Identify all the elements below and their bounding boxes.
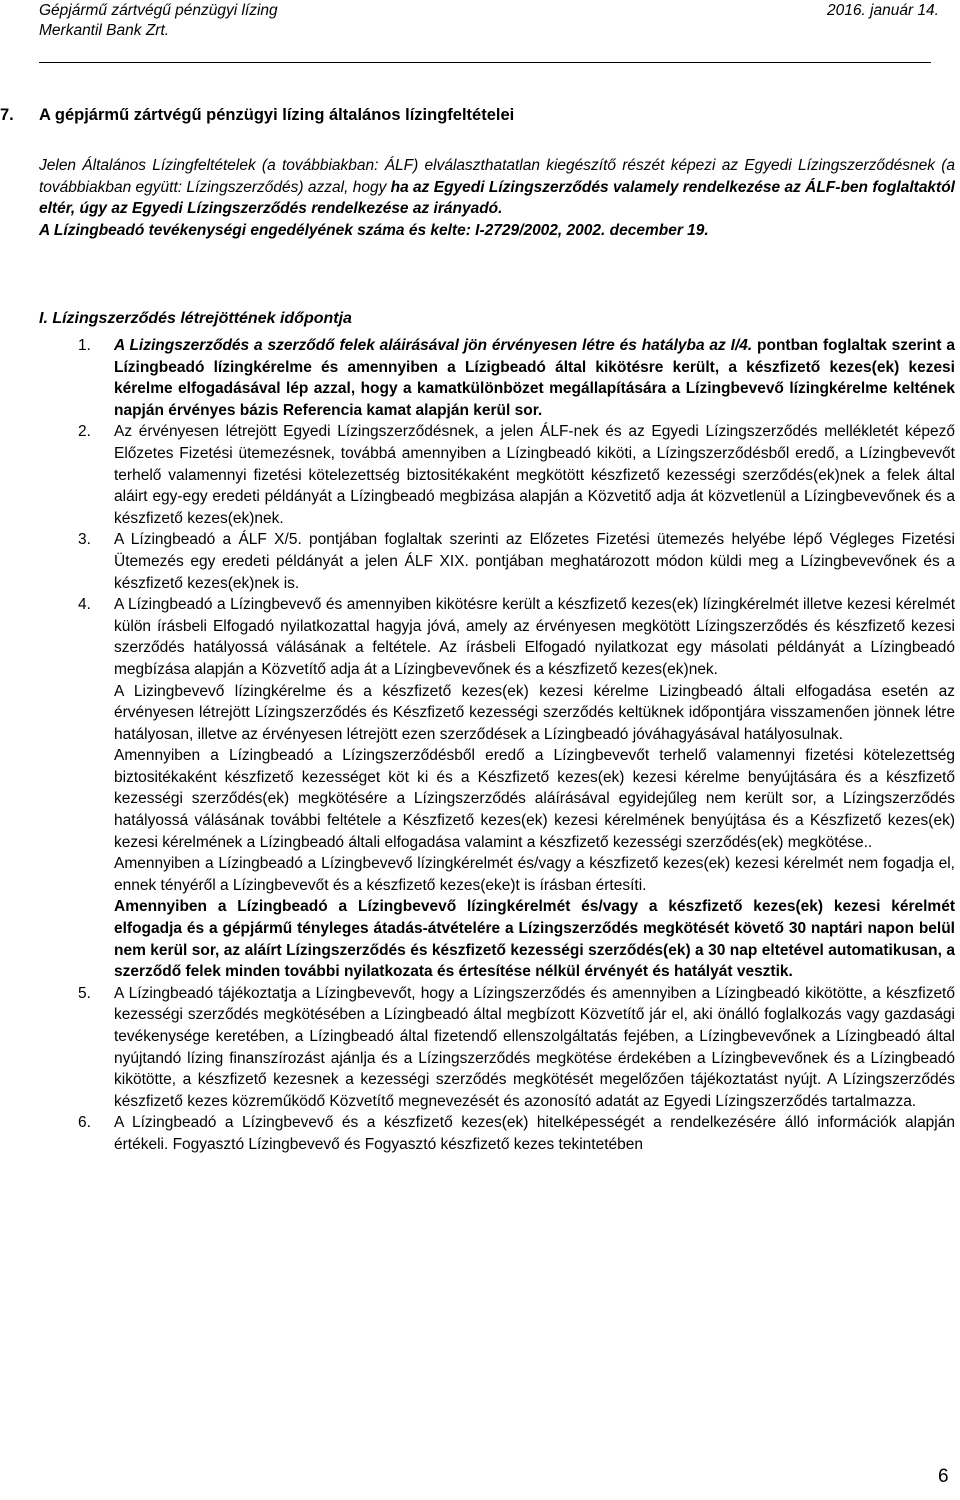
section-number: 7. xyxy=(0,106,14,124)
item-2-text: Az érvényesen létrejött Egyedi Lízingszerződésnek, a jelen ÁLF-nek és az Egyedi Lízingszerződés mellékletét képező Előzetes Fizetési ütemezésnek, továbbá amennyiben a Lízingbeadó kiköti, a Lízingszerződésből eredő, a Lízingbevevőt terhelő valamennyi fizetési kötelezettség biztositékaként megkötött készfizető kezességi szerződés(ek)nek a felek által aláirt egy-egy eredeti példányát a Lízingbeadó megbizása alapján a Közvetitő adja át közvetlenül a Lízingbevevőnek és a készfizető kezes(ek)nek. xyxy=(114,423,955,527)
header-doc-title: Gépjármű zártvégű pénzügyi lízing xyxy=(39,2,278,19)
list-item-6 xyxy=(78,1112,955,1155)
list-item-4 xyxy=(78,594,955,983)
item-5-text: A Lízingbeadó tájékoztatja a Lízingbevevőt, hogy a Lízingszerződés és amennyiben a Lízingbeadó kikötötte, a készfizető kezességi szerződés megkötésében a Lízingbeadó által megbízott Közvetítő jár el, aki önálló foglalkozás vagy gazdasági tevékenysége keretében, a Lízingbeadó által fizetendő ellenszolgáltatás fejében, a Lízingbevevőnek a Lízingbeadó által nyújtandó lízing finanszírozást ajánlja és a Lízingszerződés megkötése érdekében a Lízingbevevőnek és a Lízingbeadó kikötötte, a készfizető kezesnek a kezességi szerződés megkötését megelőzően tájékoztatást nyújt. A Lízingszerződés készfizető kezes közreműködő Közvetítő megnevezését és azonosító adatát az Egyedi Lízingszerződés tartalmazza. xyxy=(114,984,955,1110)
item-number: 4. xyxy=(78,596,91,614)
intro-bold-text: ha az Egyedi Lízingszerződés valamely rendelkezése az ÁLF-ben foglaltaktól eltér, úgy az Egyedi Lízingszerződés rendelkezése az irányadó. xyxy=(39,178,955,217)
item-number: 3. xyxy=(78,531,91,549)
item-4-paragraph-5: Amennyiben a Lízingbeadó a Lízingbevevő lízingkérelmét és/vagy a készfizető kezes(ek) kezesi kérelmét elfogadja és a gépjármű tényleges átadás-átvételére a Lízingszerződés megkötését követő 30 naptári napon belül nem kerül sor, az aláírt Lízingszerződés és készfizető kezességi szerződés(ek) a 30 nap eltetével automatikusan, a szerződő felek minden további nyilatkozata és értesítése nélkül érvényét és hatályát vesztik. xyxy=(114,898,955,981)
list-item-1 xyxy=(78,335,955,421)
subsection-title: I. Lízingszerződés létrejöttének időpontja xyxy=(39,310,352,327)
item-4-paragraph-4: Amennyiben a Lízingbeadó a Lízingbevevő lízingkérelmét és/vagy a készfizető kezes(ek) kezesi kérelmét nem fogadja el, ennek tényéről a Lízingbevevőt és a készfizető kezes(eke)t is írásban értesíti. xyxy=(114,855,955,894)
item-4-paragraph-2: A Lizingbevevő lízingkérelme és a készfizető kezes(ek) kezesi kérelme Lizingbeadó általi elfogadása esetén az érvényesen létrejött Lízingszerződés és Készfizető kezességi szerződés keltüknek időpontjára visszamenően jönnek létre hatályosan, illetve az érvényesen létrejött ezen szerződések a Lízingbeadó jóváhagyásával hatályosulnak. xyxy=(114,682,955,743)
item-4-paragraph-1: A Lízingbeadó a Lízingbevevő és amennyiben kikötésre került a készfizető kezes(ek) lízingkérelmét illetve kezesi kérelmét külön írásbeli Elfogadó nyilatkozattal hagyja jóvá, amely az érvényesen megkötött Lízingszerződés és készfizető kezesi szerződés hatályossá válásának a feltétele. Az írásbeli Elfogadó nyilatkozat egy másolati példányát a Lízingbeadó megbízása alapján a Közvetítő adja át a Lízingbevevőnek és a készfizető kezes(ek)nek. xyxy=(114,596,955,678)
header-bank: Merkantil Bank Zrt. xyxy=(39,22,170,39)
intro-paragraph xyxy=(39,155,955,241)
item-1-text: pontban foglaltak szerint a Lízingbeadó lízingkérelme és amennyiben a Lízigbeadó által kikötésre került, a készfizető kezes(ek) kezesi kérelme elfogadásával lép azzal, hogy a kamatkülönbözet megállapítására a Lízingbevevő lízingkérelme keltének napján érvényes bázis Referencia kamat alapján kerül sor. xyxy=(114,337,955,419)
list-item-2 xyxy=(78,421,955,529)
item-number: 6. xyxy=(78,1114,91,1132)
header-divider xyxy=(39,62,931,63)
list-item-3 xyxy=(78,529,955,594)
page-number: 6 xyxy=(938,1466,949,1487)
page-header-line-2 xyxy=(39,22,939,40)
item-1-lead: A Lizingszerződés a szerződő felek aláirásával jön érvényesen létre és hatályba az I/4. xyxy=(114,337,753,354)
item-number: 1. xyxy=(78,337,91,354)
numbered-list xyxy=(78,335,955,1156)
intro-text: Jelen Általános Lízingfeltételek (a továbbiakban: ÁLF) elválaszthatatlan kiegészítő részét képezi az Egyedi Lízingszerződésnek (a továbbiakban együtt: Lízingszerződés) azzal, hogy xyxy=(39,157,955,196)
page-header-line-1 xyxy=(39,2,939,20)
item-4-paragraph-3: Amennyiben a Lízingbeadó a Lízingszerződésből eredő a Lízingbevevőt terhelő valamennyi fizetési kötelezettség biztositékaként készfizető kezességet köt ki és a Készfizető kezes(ek) kezesi kérelme benyújtására és a készfizető kezességi szerződés(ek) megkötésére a Lízingszerződés aláírásával egyidejűleg nem került sor, a Lízingszerződés hatályossá válásának további feltétele a Készfizető kezes(ek) kezesi kérelmének benyújtása és a Készfizető kezes(ek) kezesi kérelmének a Lízingbeadó általi elfogadása valamint a készfizető kezességi szerződés(ek) megkötése.. xyxy=(114,747,955,851)
item-number: 5. xyxy=(78,984,91,1002)
item-number: 2. xyxy=(78,423,91,441)
section-title: A gépjármű zártvégű pénzügyi lízing általános lízingfeltételei xyxy=(39,106,515,124)
list-item-5 xyxy=(78,983,955,1113)
item-3-text: A Lízingbeadó a ÁLF X/5. pontjában foglaltak szerinti az Előzetes Fizetési ütemezés helyébe lépő Végleges Fizetési Ütemezés egy eredeti példányát a jelen ÁLF XIX. pontjában meghatározott módon küldi meg a Lízingbevevőnek és a készfizető kezes(ek)nek is. xyxy=(114,531,955,592)
header-date: 2016. január 14. xyxy=(826,2,939,19)
license-info: A Lízingbeadó tevékenységi engedélyének száma és kelte: I-2729/2002, 2002. december 19. xyxy=(39,221,709,239)
item-6-text: A Lízingbeadó a Lízingbevevő és a készfizető kezes(ek) hitelképességét a rendelkezésére álló információk alapján értékeli. Fogyasztó Lízingbevevő és Fogyasztó készfizető kezes tekintetében xyxy=(114,1114,955,1153)
